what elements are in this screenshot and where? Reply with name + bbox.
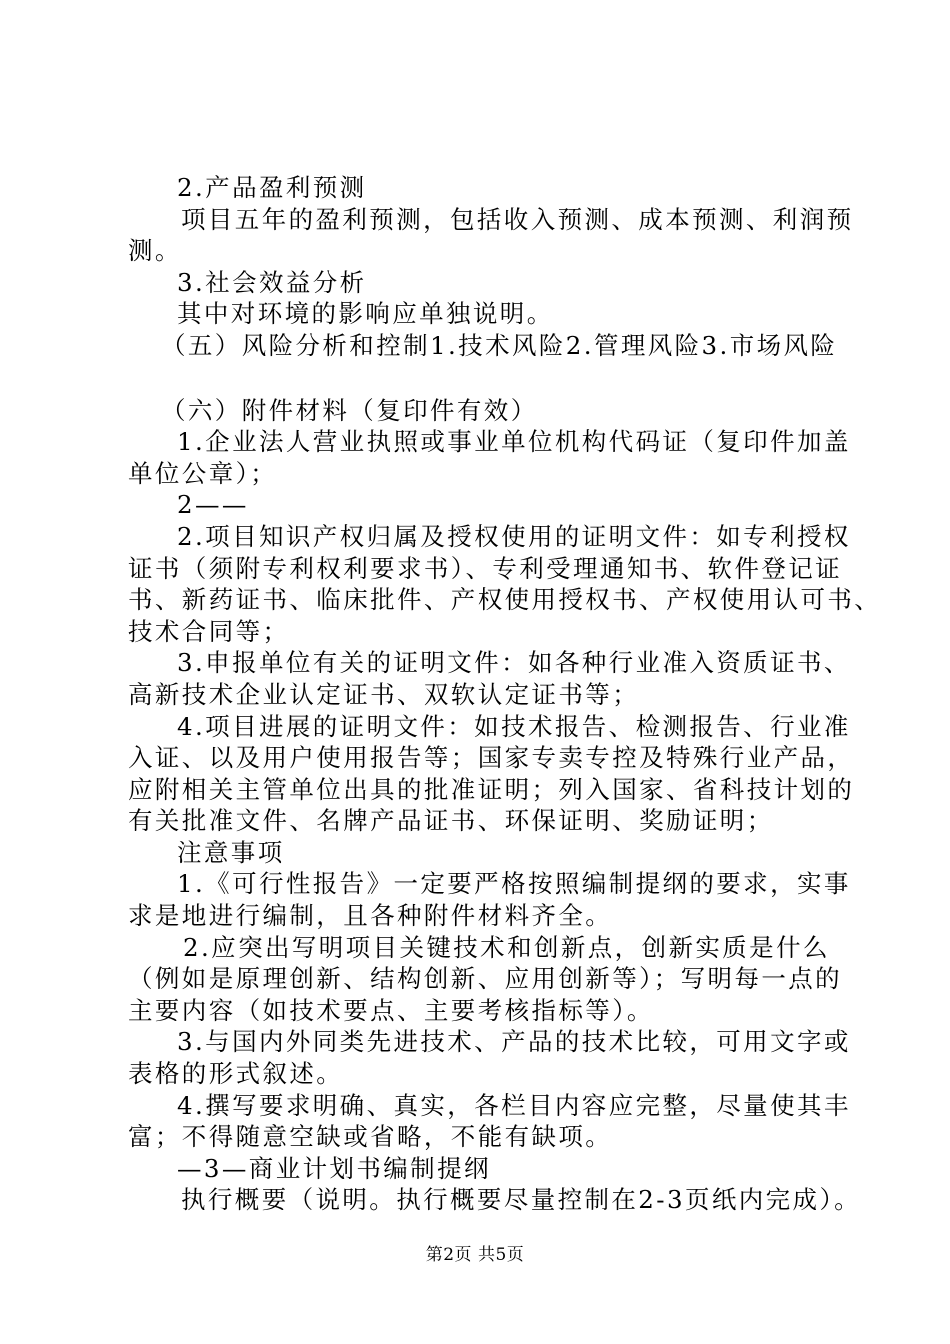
paragraph-line: 4.撰写要求明确、真实，各栏目内容应完整，尽量使其丰 (177, 1090, 851, 1120)
paragraph-line: 富；不得随意空缺或省略，不能有缺项。 (128, 1122, 613, 1152)
paragraph-line: 项目五年的盈利预测，包括收入预测、成本预测、利润预 (181, 204, 854, 234)
paragraph-line: 高新技术企业认定证书、双软认定证书等； (128, 679, 640, 709)
heading-attachments: （六）附件材料（复印件有效） (161, 395, 538, 425)
paragraph-line: 有关批准文件、名牌产品证书、环保证明、奖励证明； (128, 806, 774, 836)
heading-profit-forecast: 2.产品盈利预测 (177, 173, 367, 202)
paragraph-line: 技术合同等； (128, 616, 290, 646)
paragraph-line: 书、新药证书、临床批件、产权使用授权书、产权使用认可书、 (128, 585, 882, 615)
paragraph-line: 3.与国内外同类先进技术、产品的技术比较，可用文字或 (177, 1027, 851, 1057)
heading-social-benefit: 3.社会效益分析 (177, 267, 367, 297)
paragraph-line: 执行概要（说明。执行概要尽量控制在2-3页纸内完成）。 (181, 1185, 862, 1215)
paragraph-line: 表格的形式叙述。 (128, 1059, 344, 1089)
document-body (128, 172, 882, 1216)
paragraph-line: 测。 (128, 236, 182, 266)
page-number-footer: 第2页 共5页 (425, 1245, 525, 1265)
paragraph-line: 求是地进行编制，且各种附件材料齐全。 (128, 901, 613, 931)
paragraph-line: 4.项目进展的证明文件：如技术报告、检测报告、行业准 (177, 711, 851, 741)
paragraph-line: （例如是原理创新、结构创新、应用创新等）；写明每一点的 (128, 964, 843, 994)
heading-business-plan: —3—商业计划书编制提纲 (177, 1153, 491, 1183)
paragraph-line: 主要内容（如技术要点、主要考核指标等）。 (128, 995, 654, 1025)
paragraph-line: 入证、以及用户使用报告等；国家专卖专控及特殊行业产品， (128, 743, 855, 773)
paragraph-line: 其中对环境的影响应单独说明。 (177, 299, 554, 329)
heading-risk-analysis: （五）风险分析和控制1.技术风险2.管理风险3.市场风险 (161, 330, 838, 360)
blank-line (128, 362, 833, 395)
inline-page-marker: 2—— (177, 490, 249, 520)
paragraph-line: 1.企业法人营业执照或事业单位机构代码证（复印件加盖 (177, 427, 851, 457)
paragraph-line: 3.申报单位有关的证明文件：如各种行业准入资质证书、 (177, 648, 851, 678)
paragraph-line: 证书（须附专利权利要求书）、专利受理通知书、软件登记证 (128, 553, 843, 583)
heading-notes: 注意事项 (177, 837, 285, 867)
paragraph-line: 2.项目知识产权归属及授权使用的证明文件：如专利授权 (177, 521, 851, 551)
paragraph-line: 1.《可行性报告》一定要严格按照编制提纲的要求，实事 (177, 869, 851, 899)
paragraph-line: 单位公章）； (128, 458, 278, 488)
paragraph-line: 应附相关主管单位出具的批准证明；列入国家、省科技计划的 (128, 774, 855, 804)
paragraph-line: 2.应突出写明项目关键技术和创新点，创新实质是什么 (183, 932, 830, 962)
